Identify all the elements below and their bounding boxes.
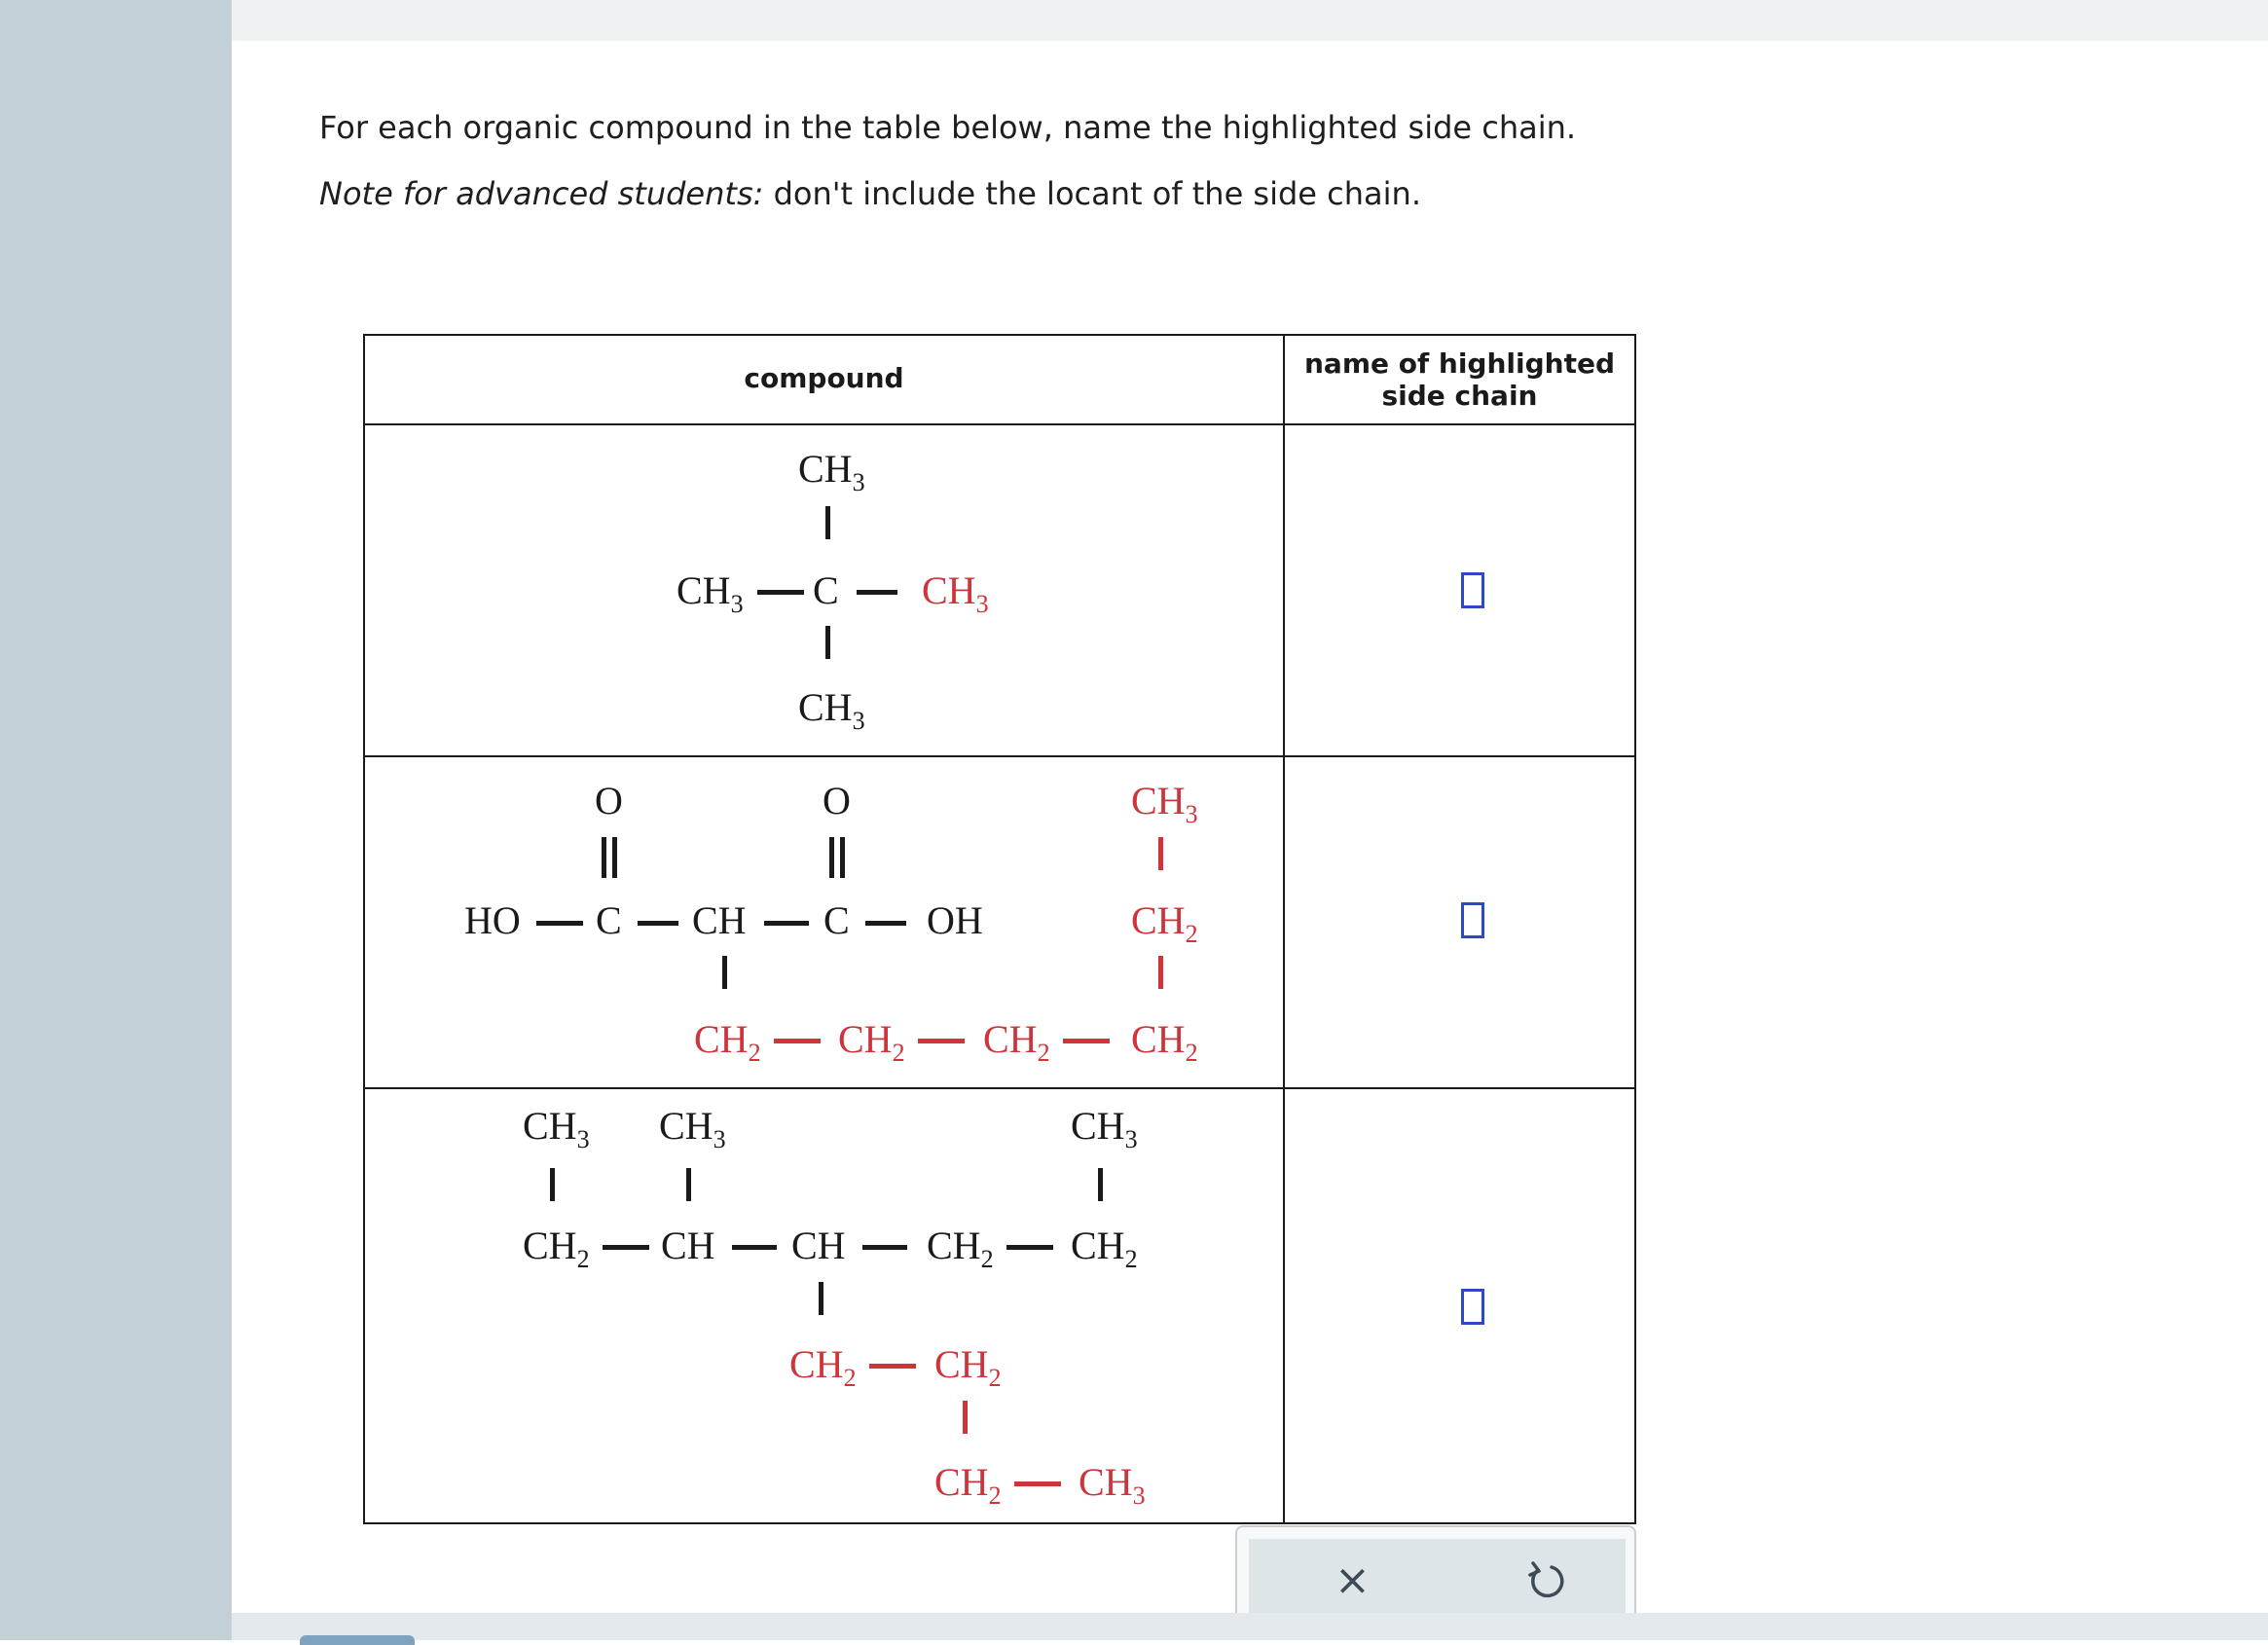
mol3-highlighted-ch2: $CH_2$ [789, 1342, 857, 1392]
mol2-ch: CH [692, 898, 747, 942]
note-label: Note for advanced students: [319, 175, 764, 212]
mol3-bond [819, 1282, 823, 1315]
mol3-ch2: $CH_2$ [927, 1224, 994, 1273]
mol1-center-c: C [813, 568, 839, 612]
mol3-bond [732, 1245, 777, 1250]
bottom-strip [232, 1613, 2268, 1640]
answer-action-panel [1235, 1525, 1636, 1623]
mol2-highlighted-ch2: $CH_2$ [838, 1017, 905, 1067]
mol3-highlighted-ch2: $CH_2$ [934, 1342, 1002, 1392]
mol3-highlighted-ch2: $CH_2$ [934, 1460, 1002, 1510]
mol2-carbonyl-c-left: C [596, 898, 622, 942]
mol2-double-bond [840, 837, 845, 878]
mol3-bond [686, 1168, 691, 1201]
header-compound: compound [744, 362, 904, 394]
mol2-bond [536, 921, 583, 926]
mol1-highlighted-ch3: $CH_3$ [922, 568, 989, 618]
mol3-highlighted-bond [1014, 1481, 1061, 1486]
mol1-top-ch3: $CH_3$ [798, 447, 865, 496]
answer-box-3[interactable] [1461, 1289, 1484, 1325]
mol3-ch3: $CH_3$ [659, 1104, 726, 1153]
mol1-bond [857, 590, 897, 595]
mol2-highlighted-bond [774, 1039, 821, 1043]
mol2-oh: OH [927, 898, 983, 942]
header-side-chain-line2: side chain [1381, 380, 1538, 412]
mol2-double-bond [829, 837, 834, 878]
mol2-highlighted-bond [918, 1039, 965, 1043]
mol3-ch3: $CH_3$ [1071, 1104, 1138, 1153]
mol2-bond [722, 956, 727, 989]
mol3-highlighted-bond [869, 1364, 916, 1369]
mol3-ch: CH [661, 1224, 715, 1267]
mol2-bond [865, 921, 906, 926]
mol2-highlighted-ch2: $CH_2$ [983, 1017, 1050, 1067]
answer-box-2[interactable] [1461, 902, 1484, 938]
mol2-double-bond [602, 837, 606, 878]
left-rail [0, 0, 232, 1640]
row-divider [365, 1087, 1634, 1089]
mol3-bond [550, 1168, 555, 1201]
mol3-highlighted-bond [963, 1401, 968, 1434]
mol1-bond [757, 590, 804, 595]
close-icon[interactable]: × [1335, 1555, 1371, 1605]
header-side-chain-line1: name of highlighted [1303, 347, 1615, 380]
mol1-bottom-ch3: $CH_3$ [798, 685, 865, 735]
bottom-tab[interactable] [300, 1635, 415, 1645]
mol2-highlighted-bond [1158, 837, 1163, 870]
mol2-highlighted-bond [1063, 1039, 1110, 1043]
mol2-highlighted-ch2: $CH_2$ [1131, 898, 1198, 948]
mol3-bond [862, 1245, 907, 1250]
column-divider [1283, 336, 1285, 1522]
mol3-bond [1098, 1168, 1103, 1201]
mol2-double-bond [612, 837, 617, 878]
mol3-ch2: $CH_2$ [1071, 1224, 1138, 1273]
question-note [319, 173, 1421, 214]
compound-table [363, 334, 1636, 1524]
mol2-oxygen-left: O [595, 779, 623, 822]
top-strip [232, 0, 2268, 41]
mol2-bond [638, 921, 678, 926]
note-text: don't include the locant of the side chain. [763, 175, 1421, 212]
question-prompt: For each organic compound in the table below, name the highlighted side chain. [319, 109, 1577, 146]
mol2-highlighted-ch2: $CH_2$ [694, 1017, 761, 1067]
mol3-ch2: $CH_2$ [523, 1224, 590, 1273]
header-side-chain [1285, 347, 1634, 412]
undo-icon[interactable] [1517, 1551, 1575, 1609]
mol3-ch: CH [791, 1224, 846, 1267]
mol2-oxygen-right: O [823, 779, 851, 822]
mol1-left-ch3: $CH_3$ [677, 568, 744, 618]
mol2-ho: HO [464, 898, 521, 942]
mol2-highlighted-ch3: $CH_3$ [1131, 779, 1198, 828]
mol1-bond [825, 626, 830, 659]
mol1-bond [825, 506, 830, 539]
header-divider [365, 423, 1634, 425]
answer-box-1[interactable] [1461, 572, 1484, 608]
mol3-highlighted-ch3: $CH_3$ [1079, 1460, 1146, 1510]
row-divider [365, 755, 1634, 757]
mol2-bond [764, 921, 809, 926]
mol3-ch3: $CH_3$ [523, 1104, 590, 1153]
action-bar [1249, 1539, 1626, 1623]
mol2-highlighted-ch2: $CH_2$ [1131, 1017, 1198, 1067]
mol2-highlighted-bond [1158, 956, 1163, 989]
mol3-bond [603, 1245, 649, 1250]
mol3-bond [1006, 1245, 1053, 1250]
mol2-carbonyl-c-right: C [823, 898, 850, 942]
